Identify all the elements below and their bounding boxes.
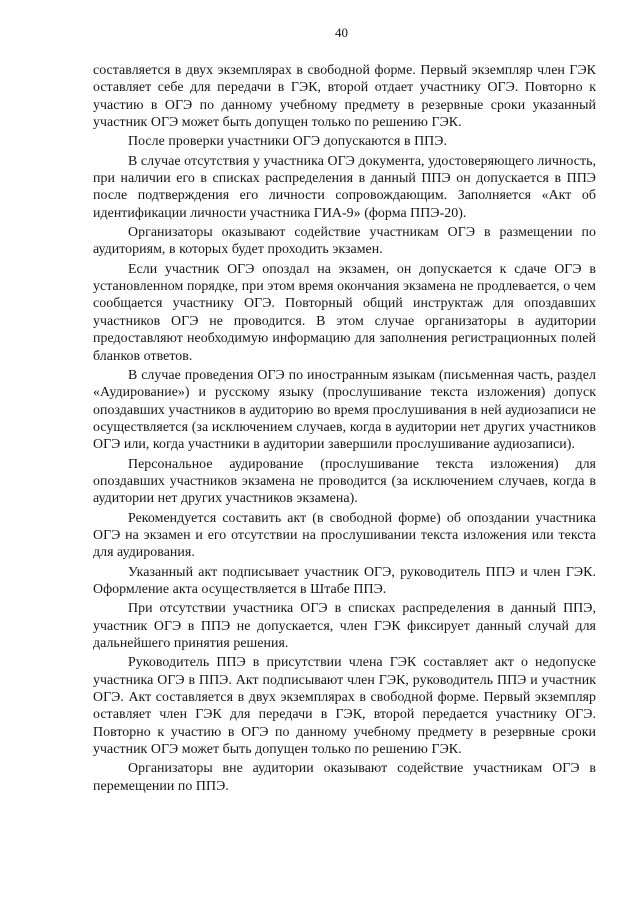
paragraph-recommend-act: Рекомендуется составить акт (в свободной форме) об опоздании участника ОГЭ на экзамен и его отсутствии на прослушивании текста изложения или текста для аудирования. [93, 510, 596, 561]
paragraph-admission-after-check: После проверки участники ОГЭ допускаются в ППЭ. [128, 134, 447, 150]
page-number: 40 [335, 25, 348, 40]
paragraph-listening-section: В случае проведения ОГЭ по иностранным языкам (письменная часть, раздел «Аудирование») и русскому языку (прослушивание текста изложения) допуск опоздавших участников в аудиторию во время прослушивания в ней аудиозаписи не осуществляется (за исключением случаев, когда в аудитории нет других участников ОГЭ или, когда участники в аудитории завершили прослушивание аудиозаписи). [93, 367, 596, 453]
document-page [93, 24, 596, 797]
paragraph-non-admission-act: Руководитель ППЭ в присутствии члена ГЭК составляет акт о недопуске участника ОГЭ в ППЭ. Акт подписывают член ГЭК, руководитель ППЭ и участник ОГЭ. Акт составляется в двух экземплярах в свободной форме. Первый экземпляр оставляет член ГЭК для передачи в ГЭК, второй передается участнику ОГЭ. Повторно к участию в ОГЭ по данному учебному предмету в резервные сроки участник ОГЭ может быть допущен только по решению ГЭК. [93, 655, 596, 758]
paragraph-late-arrival: Если участник ОГЭ опоздал на экзамен, он допускается к сдаче ОГЭ в установленном порядке, при этом время окончания экзамена не продлевается, о чем сообщается участнику ОГЭ. Повторный общий инструктаж для опоздавших участников ОГЭ не проводится. В этом случае организаторы в аудитории предоставляют необходимую информацию для заполнения регистрационных полей бланков ответов. [93, 261, 596, 364]
paragraph-act-signing: Указанный акт подписывает участник ОГЭ, руководитель ППЭ и член ГЭК. Оформление акта осуществляется в Штабе ППЭ. [93, 564, 596, 597]
paragraph-continuation: составляется в двух экземплярах в свободной форме. Первый экземпляр член ГЭК оставляет себе для передачи в ГЭК, второй отдает участнику ОГЭ. Повторно к участию в ОГЭ по данному учебному предмету в резервные сроки указанный участник ОГЭ может быть допущен только по решению ГЭК. [93, 63, 596, 131]
paragraph-not-in-lists: При отсутствии участника ОГЭ в списках распределения в данный ППЭ, участник ОГЭ в ППЭ не допускается, член ГЭК фиксирует данный случай для дальнейшего принятия решения. [93, 601, 596, 651]
paragraph-missing-id-document: В случае отсутствия у участника ОГЭ документа, удостоверяющего личность, при наличии его в списках распределения в данный ППЭ он допускается в ППЭ после подтверждения его личности сопровождающим. Заполняется «Акт об идентификации личности участника ГИА-9» (форма ППЭ-20). [93, 153, 596, 221]
paragraph-organizers-seating: Организаторы оказывают содействие участникам ОГЭ в размещении по аудиториям, в которых будет проходить экзамен. [93, 225, 596, 258]
paragraph-personal-listening: Персональное аудирование (прослушивание текста изложения) для опоздавших участников экзамена не проводится (за исключением случаев, когда в аудитории нет других участников экзамена). [93, 456, 596, 507]
paragraph-organizers-outside: Организаторы вне аудитории оказывают содействие участникам ОГЭ в перемещении по ППЭ. [93, 761, 596, 794]
